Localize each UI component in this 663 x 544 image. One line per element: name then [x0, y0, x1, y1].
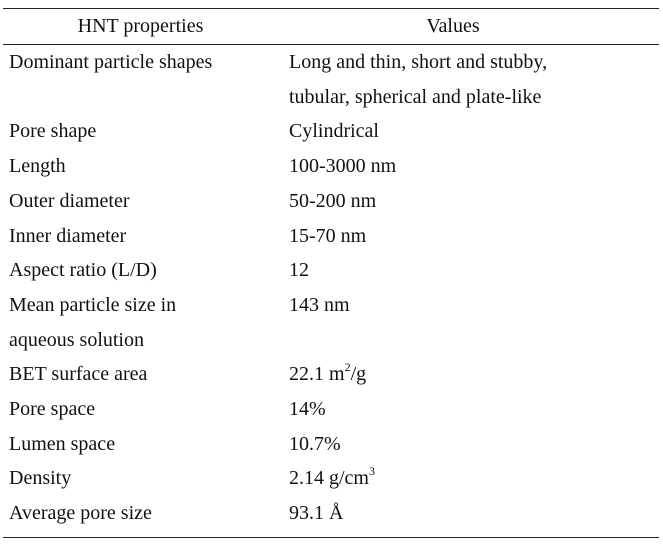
table-bottom-rule [3, 537, 659, 538]
row-length-label: Length [9, 155, 66, 178]
row-dominant-shapes-label: Dominant particle shapes [9, 51, 213, 73]
bet-value-superscript: 2 [344, 360, 351, 375]
row-length-value: 100-3000 nm [289, 155, 397, 178]
row-outer-diameter-value: 50-200 nm [289, 189, 377, 212]
bet-value-main: 22.1 m [289, 363, 345, 386]
density-value-superscript: 3 [369, 464, 375, 479]
row-density-value [289, 461, 375, 496]
row-pore-space-value: 14% [289, 398, 326, 420]
row-lumen-space-label: Lumen space [9, 432, 116, 455]
row-aspect-ratio-value: 12 [289, 259, 309, 282]
row-mean-particle-size-label-line1: Mean particle size in [9, 293, 177, 316]
row-pore-shape-label: Pore shape [9, 120, 97, 143]
row-inner-diameter-label: Inner diameter [9, 224, 127, 247]
row-dominant-shapes-value-line1: Long and thin, short and stubby, [289, 51, 548, 73]
row-mean-particle-size-value: 143 nm [289, 293, 350, 316]
row-pore-space-label: Pore space [9, 398, 96, 420]
row-average-pore-size-label: Average pore size [9, 502, 152, 525]
header-values: Values [426, 15, 480, 37]
row-outer-diameter-label: Outer diameter [9, 189, 130, 212]
row-average-pore-size-value: 93.1 Å [289, 502, 344, 525]
row-bet-surface-area-value [289, 357, 366, 392]
row-aspect-ratio-label: Aspect ratio (L/D) [9, 259, 157, 282]
row-mean-particle-size-label-line2: aqueous solution [9, 328, 144, 351]
row-inner-diameter-value: 15-70 nm [289, 224, 367, 247]
row-density-label: Density [9, 467, 72, 490]
header-hnt-properties: HNT properties [77, 15, 204, 37]
row-bet-surface-area-label: BET surface area [9, 363, 148, 386]
row-lumen-space-value: 10.7% [289, 432, 341, 455]
row-pore-shape-value: Cylindrical [289, 120, 379, 143]
row-dominant-shapes-value-line2: tubular, spherical and plate-like [289, 85, 542, 108]
density-value-main: 2.14 g/cm [289, 467, 369, 490]
bet-value-unit-tail: /g [350, 363, 367, 386]
